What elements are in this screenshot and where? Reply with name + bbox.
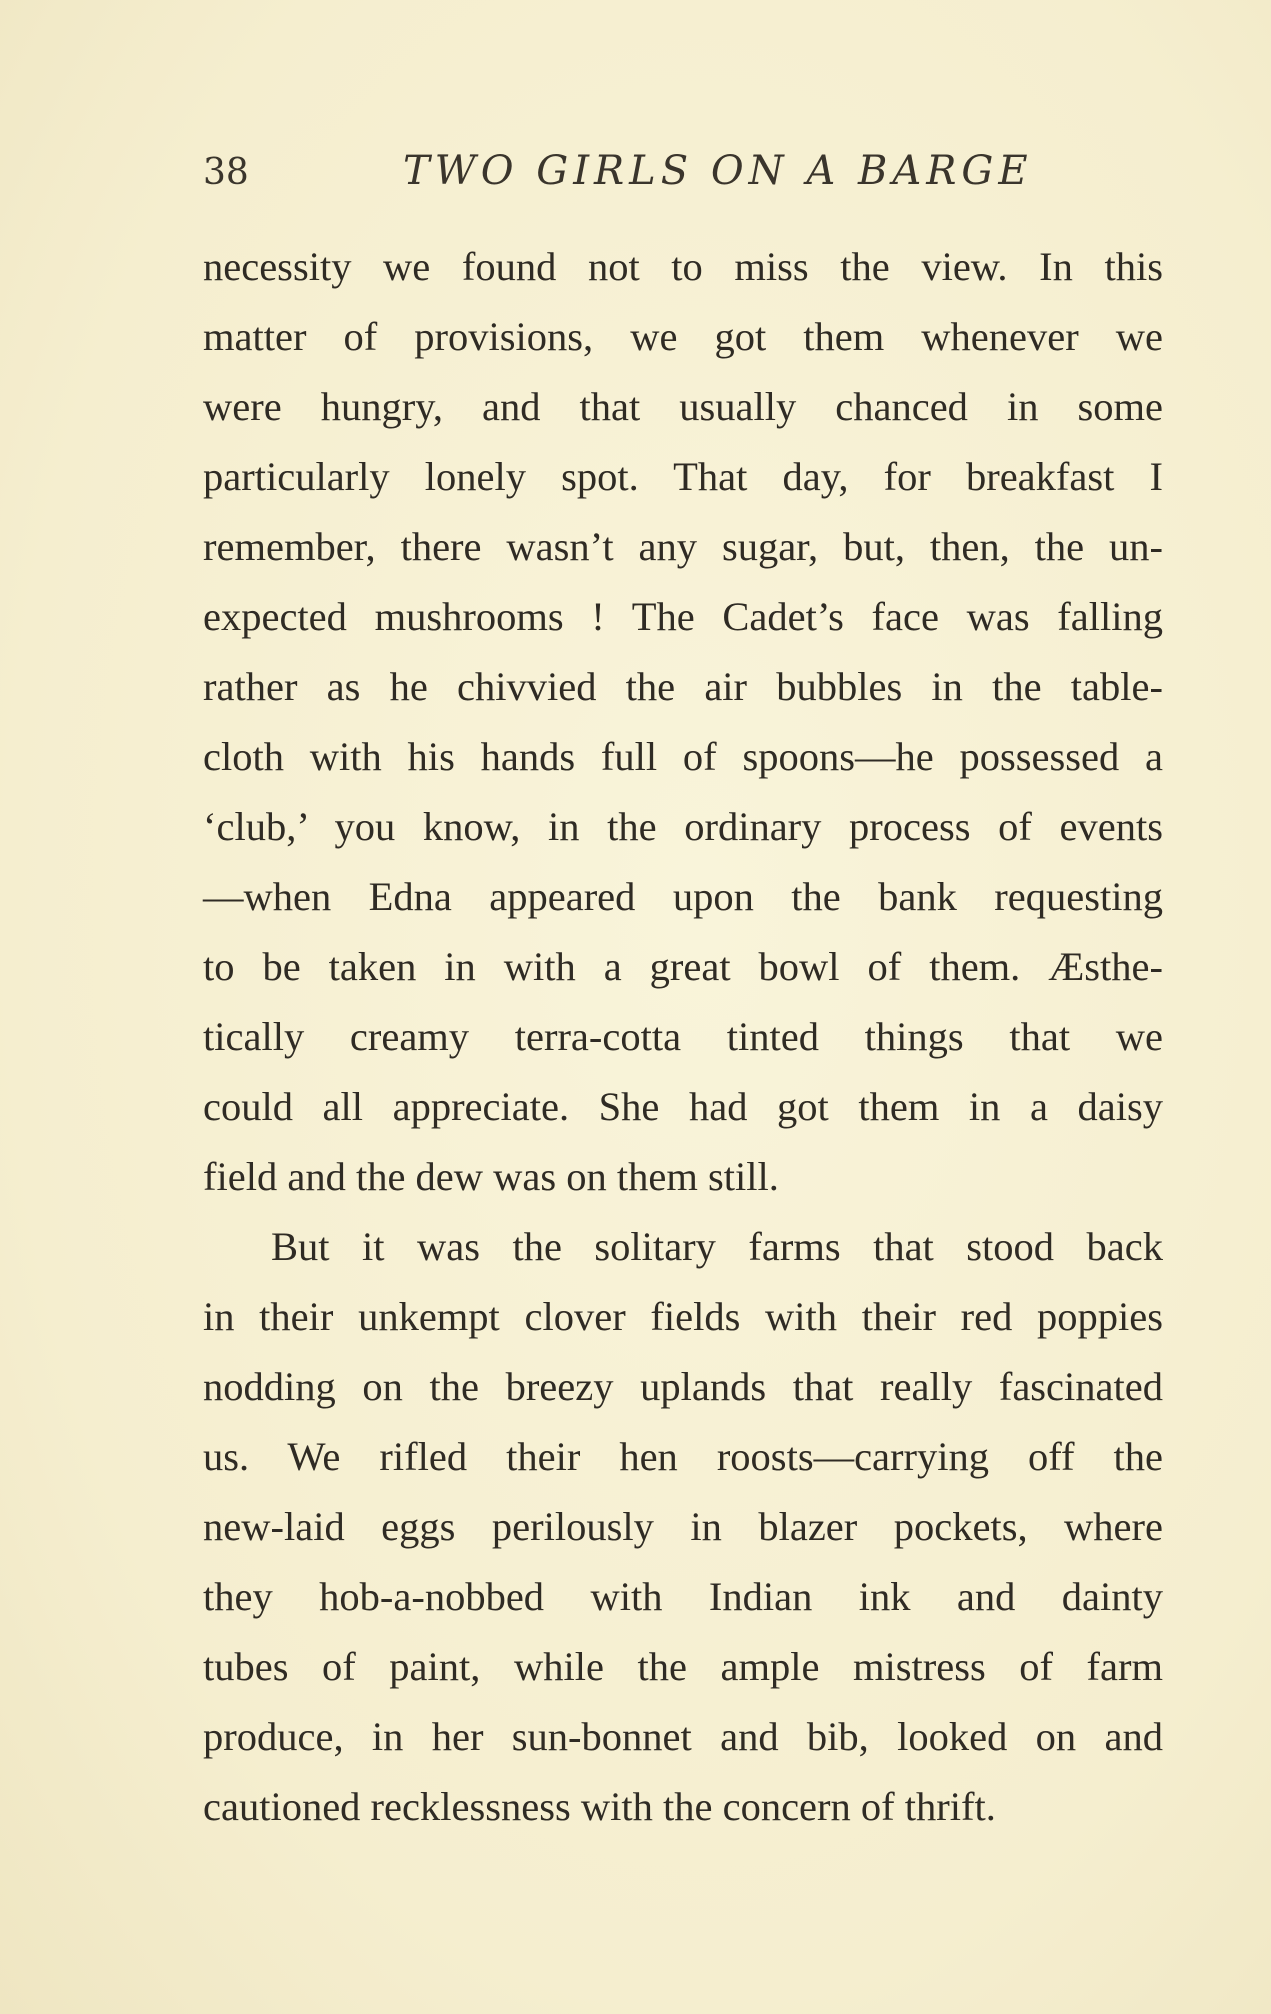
- text-line: were hungry, and that usually chanced in some: [203, 384, 1163, 429]
- text-line: could all appreciate. She had got them in a daisy: [203, 1084, 1163, 1129]
- text-line: in their unkempt clover fields with their red poppies: [203, 1294, 1163, 1339]
- text-line: new-laid eggs perilously in blazer pockets, where: [203, 1504, 1163, 1549]
- text-line: tically creamy terra-cotta tinted things that we: [203, 1014, 1163, 1059]
- text-line: produce, in her sun-bonnet and bib, looked on and: [203, 1714, 1163, 1759]
- text-line: to be taken in with a great bowl of them. Æsthe-: [203, 944, 1163, 989]
- text-line: ‘club,’ you know, in the ordinary process of events: [203, 804, 1163, 849]
- paragraph-1: [203, 232, 1163, 1212]
- paragraph-2: [203, 1212, 1163, 1842]
- text-line: remember, there wasn’t any sugar, but, then, the un-: [203, 524, 1163, 569]
- text-line: particularly lonely spot. That day, for breakfast I: [203, 454, 1163, 499]
- text-line: cautioned recklessness with the concern of thrift.: [203, 1784, 996, 1829]
- text-line: matter of provisions, we got them whenever we: [203, 314, 1163, 359]
- text-line: tubes of paint, while the ample mistress of farm: [203, 1644, 1163, 1689]
- text-line: rather as he chivvied the air bubbles in the table-: [203, 664, 1163, 709]
- body-text: [203, 232, 1163, 1842]
- text-line: field and the dew was on them still.: [203, 1154, 779, 1199]
- text-line: necessity we found not to miss the view. In this: [203, 244, 1163, 289]
- text-line: expected mushrooms ! The Cadet’s face was falling: [203, 594, 1163, 639]
- text-line: they hob-a-nobbed with Indian ink and dainty: [203, 1574, 1163, 1619]
- text-line: cloth with his hands full of spoons—he possessed a: [203, 734, 1163, 779]
- text-line: nodding on the breezy uplands that really fascinated: [203, 1364, 1163, 1409]
- text-line: But it was the solitary farms that stood back: [271, 1224, 1163, 1269]
- text-line: us. We rifled their hen roosts—carrying off the: [203, 1434, 1163, 1479]
- running-title: TWO GIRLS ON A BARGE: [403, 148, 1033, 194]
- running-head: [203, 148, 1163, 198]
- page-number: 38: [203, 152, 249, 193]
- text-line: —when Edna appeared upon the bank requesting: [203, 874, 1163, 919]
